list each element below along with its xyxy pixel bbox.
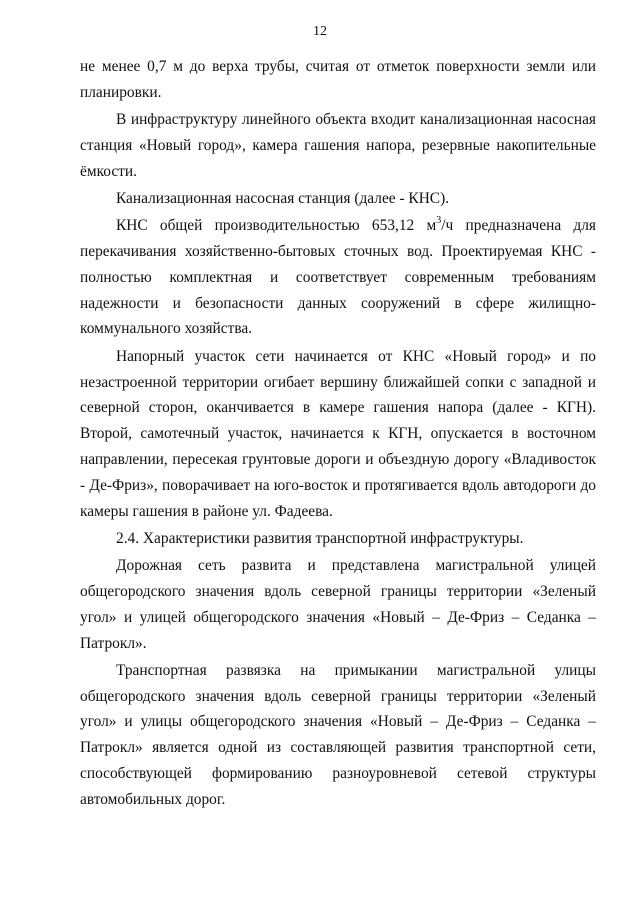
section-heading-transport: 2.4. Характеристики развития транспортной инфраструктуры. bbox=[116, 529, 524, 547]
paragraph-trench-depth: не менее 0,7 м до верха трубы, считая от отметок поверхности земли или планировки. bbox=[80, 58, 596, 101]
kns-capacity-text-end: /ч предназначена для перекачивания хозяйственно-бытовых сточных вод. Проектируемая КНС - полностью комплектная и соответствует современным требованиям надежности и безопасности данных сооружений в сфере жилищно-коммунального хозяйства. bbox=[80, 217, 596, 338]
kns-capacity-text-start: КНС общей производительностью 653,12 м bbox=[116, 217, 437, 235]
paragraph-transport-interchange: Транспортная развязка на примыкании магистральной улицы общегородского значения вдоль северной границы территории «Зеленый угол» и улицы общегородского значения «Новый – Де-Фриз – Седанка – Патрокл» является одной из составляющей развития транспортной сети, способствующей формированию разноуровневой сетевой структуры автомобильных дорог. bbox=[80, 661, 596, 808]
paragraph-road-network: Дорожная сеть развита и представлена магистральной улицей общегородского значения вдоль северной границы территории «Зеленый угол» и улицей общегородского значения «Новый – Де-Фриз – Седанка – Патрокл». bbox=[80, 557, 596, 652]
unit-exponent: 3 bbox=[436, 215, 442, 227]
paragraph-pressure-section: Напорный участок сети начинается от КНС «Новый город» и по незастроенной территории огибает вершину ближайшей сопки с западной и северной сторон, оканчивается в камере гашения напора (далее - КГН). Второй, самотечный участок, начинается к КГН, опускается в восточном направлении, пересекая грунтовые дороги и объездную дорогу «Владивосток - Де-Фриз», поворачивает на юго-восток и протягивается вдоль автодороги до камеры гашения в районе ул. Фадеева. bbox=[80, 347, 596, 520]
document-body bbox=[80, 54, 596, 814]
paragraph-kns-capacity bbox=[80, 213, 596, 342]
paragraph-infrastructure: В инфраструктуру линейного объекта входит канализационная насосная станция «Новый город», камера гашения напора, резервные накопительные ёмкости. bbox=[80, 111, 596, 180]
paragraph-kns-heading: Канализационная насосная станция (далее - КНС). bbox=[116, 189, 450, 207]
page-number: 12 bbox=[313, 24, 327, 39]
